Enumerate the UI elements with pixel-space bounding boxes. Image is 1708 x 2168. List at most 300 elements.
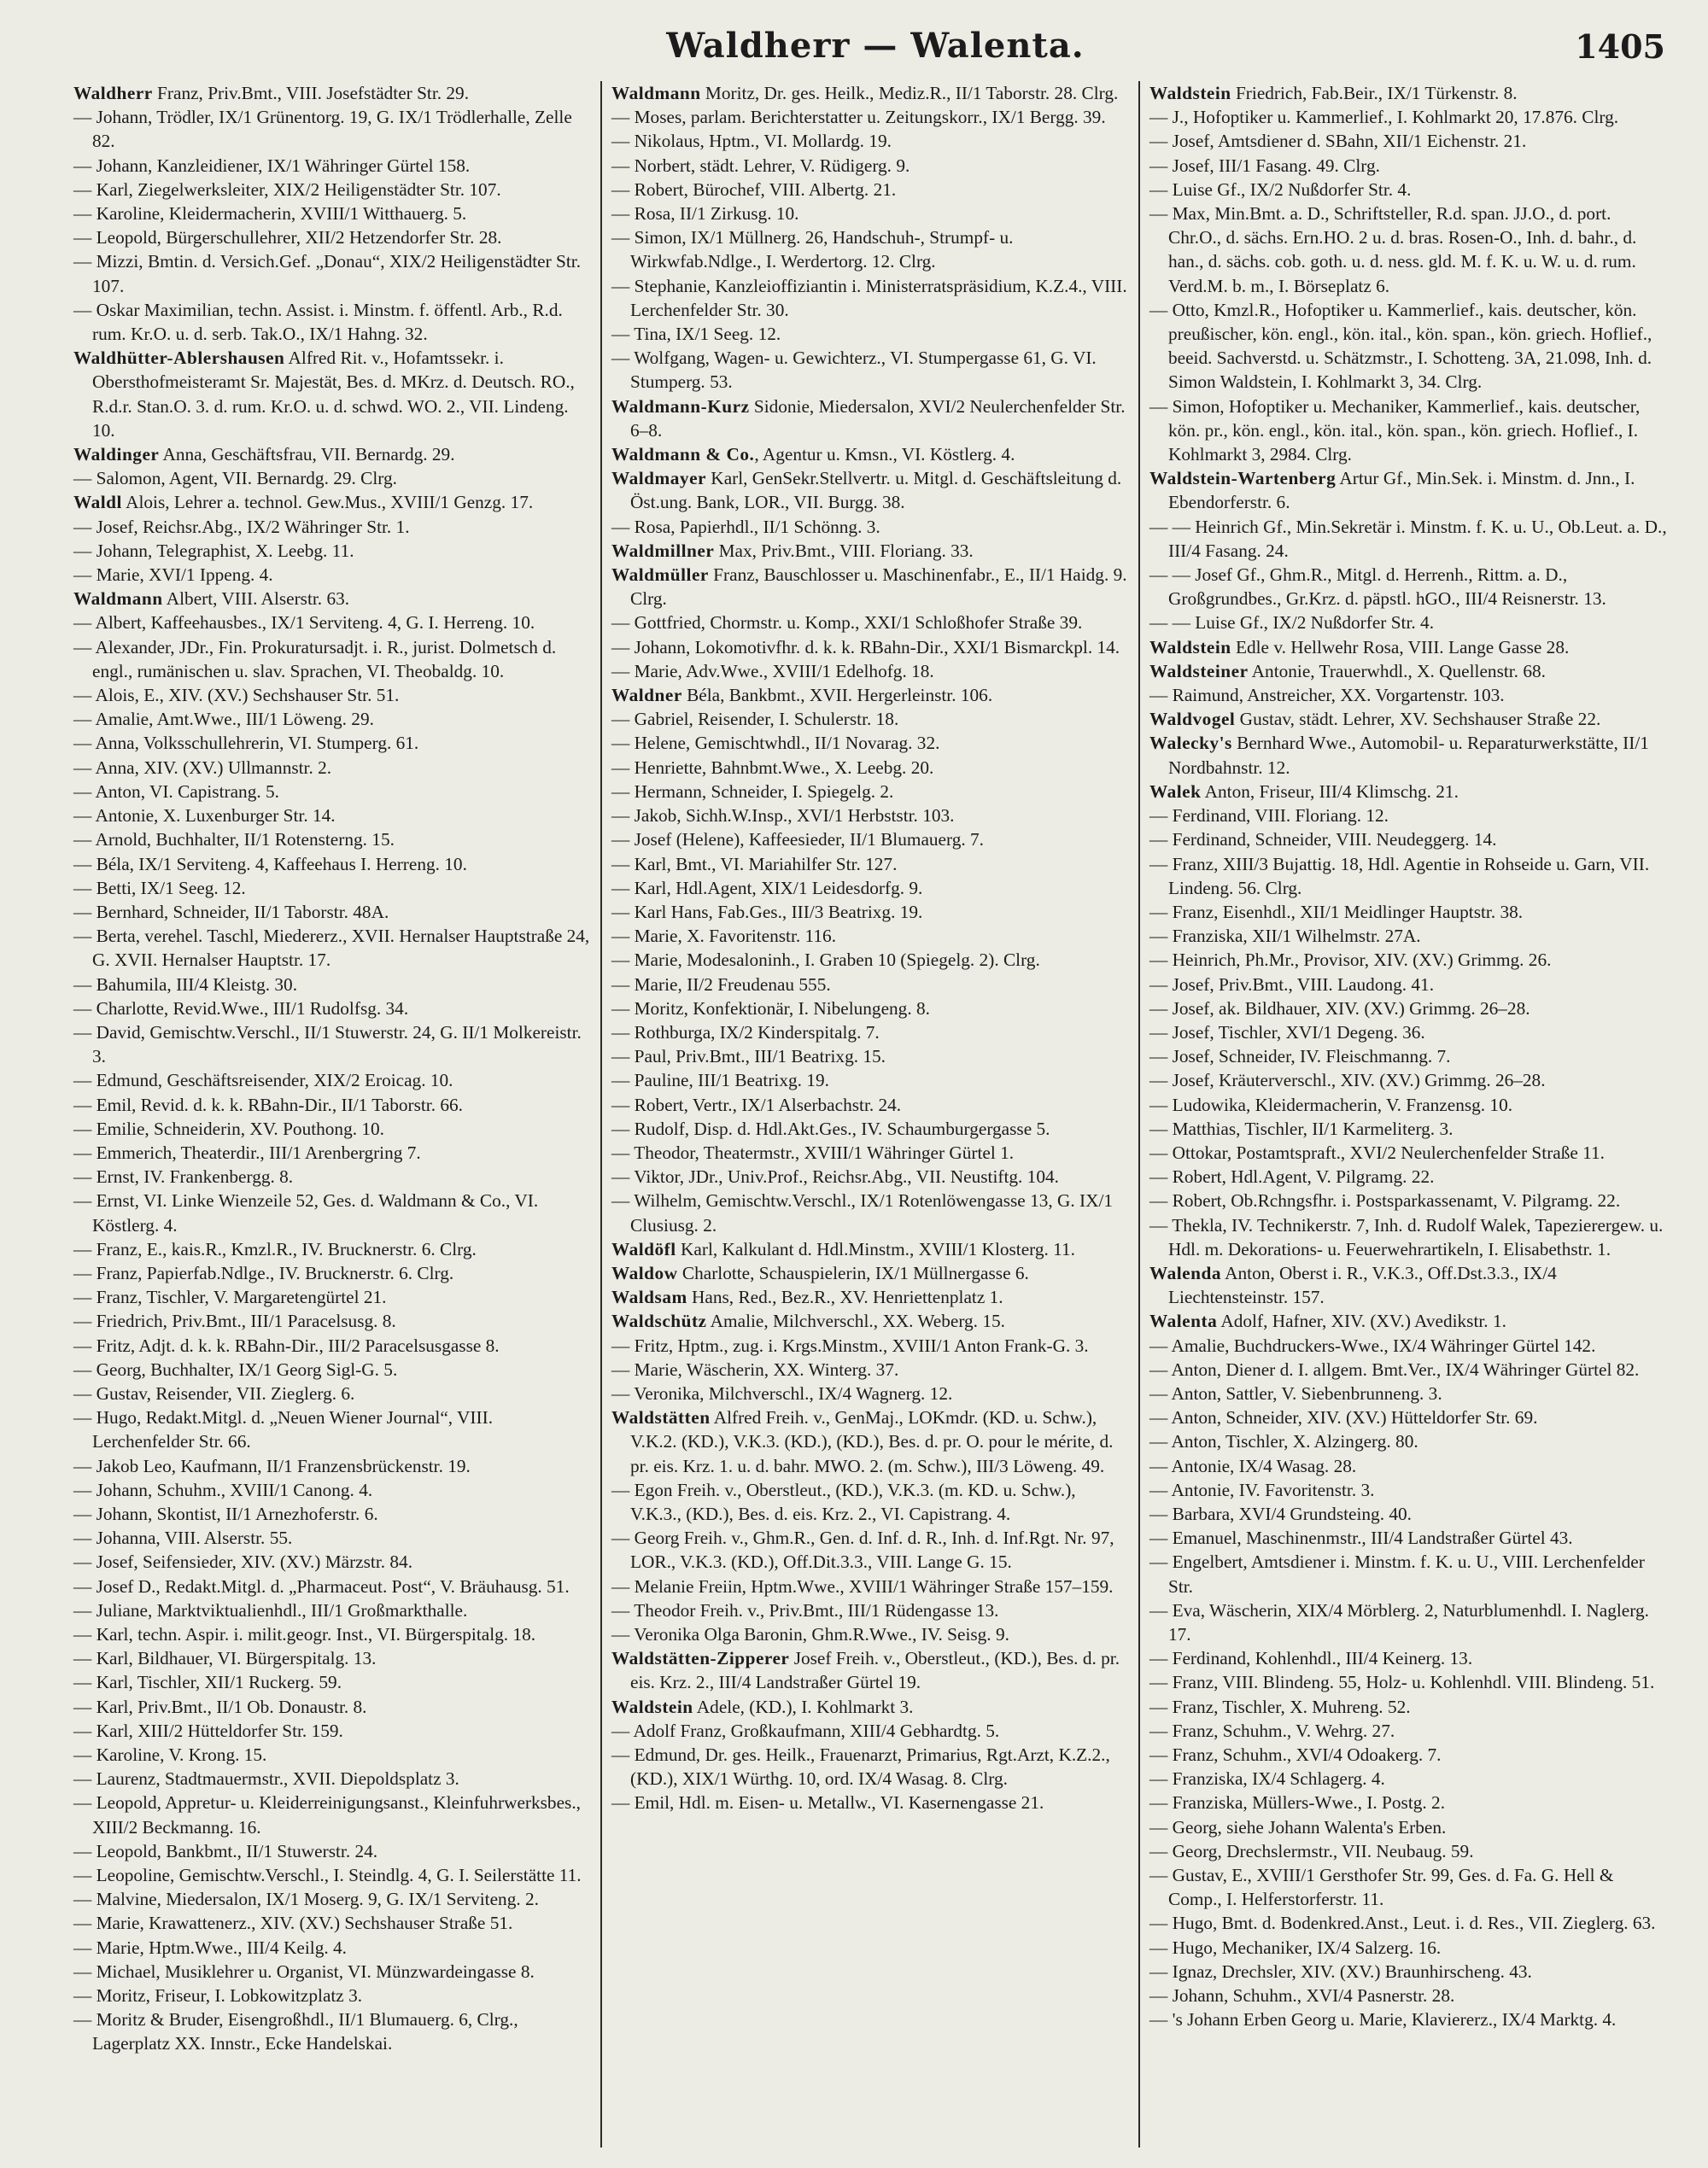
directory-entry bbox=[611, 611, 1129, 634]
directory-entry bbox=[1149, 1695, 1667, 1719]
entry-text: — Marie, Krawattenerz., XIV. (XV.) Sechshauser Straße 51. bbox=[73, 1913, 513, 1934]
directory-entry bbox=[73, 539, 591, 563]
page-header bbox=[77, 19, 1674, 70]
entry-text: — Adolf Franz, Großkaufmann, XIII/4 Gebhardtg. 5. bbox=[611, 1720, 1000, 1741]
entry-text: — Amalie, Buchdruckers-Wwe., IX/4 Währinger Gürtel 142. bbox=[1149, 1335, 1596, 1356]
entry-text: — Anton, Sattler, V. Siebenbrunneng. 3. bbox=[1149, 1382, 1442, 1404]
entry-text: — Juliane, Marktviktualienhdl., III/1 Großmarkthalle. bbox=[73, 1599, 468, 1621]
entry-text: Alfred Rit. v., Hofamtssekr. i. Obersthofmeisteramt Sr. Majestät, Bes. d. MKrz. d. Deutsch. RO., R.d.r. Stan.O. 3. d. rum. Kr.O. u. d. schwd. WO. 2., VII. Lindeng. 10. bbox=[92, 348, 575, 441]
directory-entry bbox=[73, 1960, 591, 1984]
entry-text: — Theodor Freih. v., Priv.Bmt., III/1 Rüdengasse 13. bbox=[611, 1599, 999, 1621]
entry-text: Anton, Friseur, III/4 Klimschg. 21. bbox=[1201, 780, 1459, 802]
entry-text: — Mizzi, Bmtin. d. Versich.Gef. „Donau“, XIX/2 Heiligenstädter Str. 107. bbox=[73, 251, 582, 296]
directory-entry bbox=[73, 1237, 591, 1261]
directory-entry bbox=[611, 202, 1129, 225]
entry-text: — Johanna, VIII. Alserstr. 55. bbox=[73, 1528, 293, 1549]
entry-text: — Nikolaus, Hptm., VI. Mollardg. 19. bbox=[611, 131, 892, 152]
entry-surname: Waldstein bbox=[1149, 636, 1231, 657]
directory-entry bbox=[611, 1261, 1129, 1285]
entry-text: — Robert, Hdl.Agent, V. Pilgramg. 22. bbox=[1149, 1166, 1435, 1188]
directory-entry bbox=[611, 707, 1129, 731]
directory-entry bbox=[611, 973, 1129, 996]
entry-text: Adele, (KD.), I. Kohlmarkt 3. bbox=[693, 1696, 914, 1717]
directory-entry bbox=[611, 924, 1129, 948]
directory-entry bbox=[1149, 1093, 1667, 1117]
directory-entry bbox=[73, 1911, 591, 1935]
directory-entry bbox=[1149, 1117, 1667, 1141]
directory-entry bbox=[611, 442, 1129, 466]
entry-text: — Karl, Bmt., VI. Mariahilfer Str. 127. bbox=[611, 853, 898, 874]
directory-entry bbox=[611, 852, 1129, 876]
directory-entry bbox=[73, 1285, 591, 1309]
entry-text: — Engelbert, Amtsdiener i. Minstm. f. K. u. U., VIII. Lerchenfelder Str. bbox=[1149, 1551, 1645, 1597]
entry-text: — Anna, Volksschullehrerin, VI. Stumperg. 61. bbox=[73, 733, 419, 754]
entry-text: — Franz, E., kais.R., Kmzl.R., IV. Brucknerstr. 6. Clrg. bbox=[73, 1238, 477, 1259]
directory-entry bbox=[611, 635, 1129, 659]
divider-line bbox=[1138, 81, 1140, 2148]
directory-entry bbox=[611, 154, 1129, 178]
entry-text: Karl, GenSekr.Stellvertr. u. Mitgl. d. Geschäftsleitung d. Öst.ung. Bank, LOR., VII. Burgg. 38. bbox=[630, 468, 1122, 513]
directory-entry bbox=[611, 1117, 1129, 1141]
entry-text: — Johann, Kanzleidiener, IX/1 Währinger Gürtel 158. bbox=[73, 155, 471, 176]
entry-text: — Paul, Priv.Bmt., III/1 Beatrixg. 15. bbox=[611, 1046, 886, 1067]
entry-text: — Max, Min.Bmt. a. D., Schriftsteller, R.d. span. JJ.O., d. port. Chr.O., d. sächs. Ern.HO. 2 u. d. bras. Rosen-O., Inh. d. bahr., d. han., d. sächs. cob. goth. u. d. ness. gld. M. f. K. u. W. u. d. rum. Verd.M. b. m., I. Börseplatz 6. bbox=[1149, 203, 1637, 296]
entry-text: — Melanie Freiin, Hptm.Wwe., XVIII/1 Währinger Straße 157–159. bbox=[611, 1575, 1114, 1597]
entry-text: — Josef (Helene), Kaffeesieder, II/1 Blumauerg. 7. bbox=[611, 829, 984, 850]
entry-text: — Moritz & Bruder, Eisengroßhdl., II/1 Blumauerg. 6, Clrg., Lagerplatz XX. Innstr., Ecke Handelskai. bbox=[73, 2009, 518, 2054]
entry-surname: Waldöfl bbox=[611, 1238, 676, 1259]
entry-text: — Gustav, Reisender, VII. Zieglerg. 6. bbox=[73, 1382, 355, 1404]
directory-entry bbox=[611, 394, 1129, 442]
entry-text: — Johann, Trödler, IX/1 Grünentorg. 19, G. IX/1 Trödlerhalle, Zelle 82. bbox=[73, 107, 572, 152]
entry-text: Amalie, Milchverschl., XX. Weberg. 15. bbox=[706, 1311, 1005, 1332]
entry-text: — Rosa, Papierhdl., II/1 Schönng. 3. bbox=[611, 516, 880, 537]
directory-entry bbox=[1149, 2007, 1667, 2031]
entry-text: — Heinrich, Ph.Mr., Provisor, XIV. (XV.) Grimmg. 26. bbox=[1149, 950, 1552, 971]
entry-text: — Moritz, Konfektionär, I. Nibelungeng. 8. bbox=[611, 997, 930, 1019]
directory-entry bbox=[73, 105, 591, 153]
entry-text: — Franz, VIII. Blindeng. 55, Holz- u. Kohlenhdl. VIII. Blindeng. 51. bbox=[1149, 1672, 1655, 1693]
entry-text: — Ernst, IV. Frankenbergg. 8. bbox=[73, 1166, 294, 1188]
entry-text: — Ottokar, Postamtspraft., XVI/2 Neulerchenfelder Straße 11. bbox=[1149, 1142, 1605, 1163]
entry-text: Friedrich, Fab.Beir., IX/1 Türkenstr. 8. bbox=[1231, 83, 1518, 103]
directory-entry bbox=[1149, 178, 1667, 202]
directory-entry bbox=[1149, 1743, 1667, 1767]
directory-entry bbox=[1149, 1839, 1667, 1863]
entry-surname: Waldstätten bbox=[611, 1407, 711, 1429]
directory-entry bbox=[611, 178, 1129, 202]
directory-entry bbox=[611, 225, 1129, 273]
directory-entry bbox=[1149, 1429, 1667, 1453]
directory-entry bbox=[1149, 298, 1667, 394]
entry-text: — Béla, IX/1 Serviteng. 4, Kaffeehaus I. Herreng. 10. bbox=[73, 853, 467, 874]
directory-entry bbox=[73, 1575, 591, 1598]
entry-text: — Friedrich, Priv.Bmt., III/1 Paracelsusg. 8. bbox=[73, 1311, 396, 1332]
directory-entry bbox=[611, 1068, 1129, 1092]
directory-entry bbox=[611, 129, 1129, 153]
entry-text: — Anna, XIV. (XV.) Ullmannstr. 2. bbox=[73, 757, 332, 778]
entry-text: — Henriette, Bahnbmt.Wwe., X. Leebg. 20. bbox=[611, 757, 934, 778]
entry-text: — Emil, Revid. d. k. k. RBahn-Dir., II/1 Taborstr. 66. bbox=[73, 1094, 463, 1115]
entry-text: — Veronika, Milchverschl., IX/4 Wagnerg. 12. bbox=[611, 1382, 953, 1404]
directory-entry bbox=[1149, 1189, 1667, 1213]
entry-surname: Waldmillner bbox=[611, 540, 715, 561]
directory-entry bbox=[611, 105, 1129, 129]
directory-entry bbox=[611, 274, 1129, 322]
directory-entry bbox=[1149, 1815, 1667, 1839]
entry-text: — Rudolf, Disp. d. Hdl.Akt.Ges., IV. Schaumburgergasse 5. bbox=[611, 1118, 1050, 1139]
entry-text: — Emanuel, Maschinenmstr., III/4 Landstraßer Gürtel 43. bbox=[1149, 1528, 1573, 1549]
directory-entry bbox=[611, 900, 1129, 924]
directory-entry bbox=[611, 1189, 1129, 1236]
directory-entry bbox=[611, 322, 1129, 346]
columns-container bbox=[68, 81, 1682, 2148]
entry-surname: Waldmann bbox=[611, 83, 701, 103]
directory-entry bbox=[1149, 1719, 1667, 1743]
entry-surname: Waldmüller bbox=[611, 564, 709, 586]
directory-entry bbox=[73, 1984, 591, 2007]
entry-text: — Emil, Hdl. m. Eisen- u. Metallw., VI. Kasernengasse 21. bbox=[611, 1792, 1044, 1814]
directory-entry bbox=[611, 1044, 1129, 1068]
entry-surname: Waldstätten-Zipperer bbox=[611, 1648, 790, 1669]
directory-entry bbox=[1149, 1767, 1667, 1791]
directory-entry bbox=[73, 202, 591, 225]
entry-text: — Jakob Leo, Kaufmann, II/1 Franzensbrückenstr. 19. bbox=[73, 1455, 471, 1476]
directory-entry bbox=[73, 756, 591, 780]
directory-entry bbox=[1149, 635, 1667, 659]
entry-surname: Waldherr bbox=[73, 83, 153, 103]
entry-text: — Laurenz, Stadtmauermstr., XVII. Diepoldsplatz 3. bbox=[73, 1768, 459, 1790]
entry-text: — Moses, parlam. Berichterstatter u. Zeitungskorr., IX/1 Bergg. 39. bbox=[611, 107, 1106, 128]
directory-entry bbox=[73, 1767, 591, 1791]
entry-text: — Antonie, IX/4 Wasag. 28. bbox=[1149, 1455, 1357, 1476]
entry-text: Max, Priv.Bmt., VIII. Floriang. 33. bbox=[714, 540, 974, 561]
directory-entry bbox=[611, 876, 1129, 900]
directory-entry bbox=[1149, 852, 1667, 900]
directory-entry bbox=[611, 1309, 1129, 1333]
entry-text: — Stephanie, Kanzleioffiziantin i. Ministerratspräsidium, K.Z.4., VIII. Lerchenfelder Str. 30. bbox=[611, 275, 1127, 320]
entry-text: — Marie, Wäscherin, XX. Winterg. 37. bbox=[611, 1359, 899, 1380]
directory-entry bbox=[1149, 659, 1667, 683]
directory-entry bbox=[73, 1141, 591, 1165]
entry-text: — Marie, X. Favoritenstr. 116. bbox=[611, 926, 837, 947]
directory-entry bbox=[1149, 394, 1667, 467]
entry-text: — Anton, VI. Capistrang. 5. bbox=[73, 780, 279, 802]
directory-entry bbox=[73, 996, 591, 1020]
directory-entry bbox=[73, 178, 591, 202]
entry-text: — Salomon, Agent, VII. Bernardg. 29. Clrg. bbox=[73, 468, 397, 489]
entry-text: — Hugo, Redakt.Mitgl. d. „Neuen Wiener Journal“, VIII. Lerchenfelder Str. 66. bbox=[73, 1407, 494, 1452]
entry-text: Béla, Bankbmt., XVII. Hergerleinstr. 106. bbox=[681, 685, 993, 706]
directory-entry bbox=[73, 973, 591, 996]
directory-entry bbox=[611, 1334, 1129, 1358]
directory-entry bbox=[1149, 1984, 1667, 2007]
directory-entry bbox=[1149, 900, 1667, 924]
entry-text: — Josef, ak. Bildhauer, XIV. (XV.) Grimmg. 26–28. bbox=[1149, 997, 1530, 1019]
directory-entry bbox=[611, 1622, 1129, 1646]
directory-entry bbox=[611, 515, 1129, 539]
entry-surname: Waldmann & Co. bbox=[611, 444, 755, 465]
directory-entry bbox=[73, 1478, 591, 1502]
entry-text: — Tina, IX/1 Seeg. 12. bbox=[611, 324, 781, 345]
directory-entry bbox=[611, 1719, 1129, 1743]
directory-entry bbox=[73, 1646, 591, 1670]
entry-surname: Waldschütz bbox=[611, 1311, 707, 1332]
entry-text: Franz, Bauschlosser u. Maschinenfabr., E., II/1 Haidg. 9. Clrg. bbox=[630, 564, 1127, 610]
entry-text: Josef Freih. v., Oberstleut., (KD.), Bes. d. pr. eis. Krz. 2., III/4 Landstraßer Gürtel 19. bbox=[630, 1648, 1120, 1693]
entry-text: — Georg, Buchhalter, IX/1 Georg Sigl-G. 5. bbox=[73, 1359, 398, 1380]
directory-entry bbox=[1149, 1405, 1667, 1429]
entry-text: — Barbara, XVI/4 Grundsteing. 40. bbox=[1149, 1503, 1412, 1524]
entry-text: — Josef, Kräuterverschl., XIV. (XV.) Grimmg. 26–28. bbox=[1149, 1070, 1546, 1091]
entry-text: — David, Gemischtw.Verschl., II/1 Stuwerstr. 24, G. II/1 Molkereistr. 3. bbox=[73, 1021, 582, 1067]
entry-text: — Franziska, Müllers-Wwe., I. Postg. 2. bbox=[1149, 1792, 1446, 1814]
directory-entry bbox=[611, 466, 1129, 514]
entry-surname: Waldsteiner bbox=[1149, 660, 1249, 681]
directory-entry bbox=[1149, 1598, 1667, 1646]
column-left bbox=[68, 81, 596, 2148]
directory-entry bbox=[611, 1141, 1129, 1165]
entry-text: — Robert, Ob.Rchngsfhr. i. Postsparkassenamt, V. Pilgramg. 22. bbox=[1149, 1190, 1621, 1212]
entry-text: Bernhard Wwe., Automobil- u. Reparaturwerkstätte, II/1 Nordbahnstr. 12. bbox=[1168, 733, 1649, 778]
entry-text: — Josef, Amtsdiener d. SBahn, XII/1 Eichenstr. 21. bbox=[1149, 131, 1527, 152]
entry-text: — Emilie, Schneiderin, XV. Pouthong. 10. bbox=[73, 1118, 385, 1139]
directory-entry bbox=[1149, 611, 1667, 634]
directory-entry bbox=[611, 659, 1129, 683]
entry-text: — Karl, Tischler, XII/1 Ruckerg. 59. bbox=[73, 1672, 342, 1693]
directory-entry bbox=[73, 1261, 591, 1285]
column-right bbox=[1144, 81, 1672, 2148]
directory-entry bbox=[611, 1575, 1129, 1598]
directory-entry bbox=[1149, 515, 1667, 563]
entry-text: — Moritz, Friseur, I. Lobkowitzplatz 3. bbox=[73, 1985, 363, 2007]
directory-entry bbox=[1149, 707, 1667, 731]
entry-text: — Josef, Seifensieder, XIV. (XV.) Märzstr. 84. bbox=[73, 1551, 413, 1573]
entry-text: — — Luise Gf., IX/2 Nußdorfer Str. 4. bbox=[1149, 612, 1435, 634]
entry-text: — Alois, E., XIV. (XV.) Sechshauser Str. 51. bbox=[73, 685, 400, 706]
directory-entry bbox=[1149, 154, 1667, 178]
directory-entry bbox=[73, 1719, 591, 1743]
entry-text: — Leopold, Appretur- u. Kleiderreinigungsanst., Kleinfuhrwerksbes., XIII/2 Beckmanng. 16. bbox=[73, 1792, 581, 1838]
entry-text: — Karoline, V. Krong. 15. bbox=[73, 1744, 267, 1766]
entry-surname: Waldow bbox=[611, 1262, 678, 1283]
entry-text: — Hugo, Mechaniker, IX/4 Salzerg. 16. bbox=[1149, 1937, 1442, 1958]
directory-entry bbox=[73, 466, 591, 490]
entry-text: — Karl, Priv.Bmt., II/1 Ob. Donaustr. 8. bbox=[73, 1696, 367, 1717]
entry-text: Charlotte, Schauspielerin, IX/1 Müllnergasse 6. bbox=[677, 1262, 1029, 1283]
directory-entry bbox=[1149, 948, 1667, 972]
entry-text: — Eva, Wäscherin, XIX/4 Mörblerg. 2, Naturblumenhdl. I. Naglerg. 17. bbox=[1149, 1599, 1649, 1645]
directory-entry bbox=[1149, 1863, 1667, 1911]
entry-text: — Josef, Priv.Bmt., VIII. Laudong. 41. bbox=[1149, 973, 1435, 995]
entry-surname: Waldstein bbox=[1149, 83, 1231, 103]
directory-entry bbox=[1149, 1454, 1667, 1478]
entry-surname: Waldsam bbox=[611, 1287, 687, 1308]
entry-text: — Leopold, Bürgerschullehrer, XII/2 Hetzendorfer Str. 28. bbox=[73, 227, 502, 248]
entry-text: — Johann, Telegraphist, X. Leebg. 11. bbox=[73, 540, 354, 561]
directory-entry bbox=[611, 1695, 1129, 1719]
directory-entry bbox=[1149, 780, 1667, 804]
directory-entry bbox=[73, 900, 591, 924]
entry-surname: Waldhütter-Ablershausen bbox=[73, 348, 285, 369]
entry-text: — Marie, II/2 Freudenau 555. bbox=[611, 973, 831, 995]
directory-entry bbox=[73, 515, 591, 539]
directory-entry bbox=[73, 1598, 591, 1622]
entry-text: — Theodor, Theatermstr., XVIII/1 Währinger Gürtel 1. bbox=[611, 1142, 1015, 1163]
entry-text: Moritz, Dr. ges. Heilk., Mediz.R., II/1 Taborstr. 28. Clrg. bbox=[700, 83, 1119, 103]
directory-entry bbox=[73, 1020, 591, 1068]
entry-text: — Franz, Papierfab.Ndlge., IV. Brucknerstr. 6. Clrg. bbox=[73, 1262, 454, 1283]
entry-text: — Pauline, III/1 Beatrixg. 19. bbox=[611, 1070, 829, 1091]
directory-entry bbox=[611, 81, 1129, 105]
entry-text: — Robert, Bürochef, VIII. Albertg. 21. bbox=[611, 178, 897, 200]
entry-text: — Rosa, II/1 Zirkusg. 10. bbox=[611, 203, 799, 225]
page-title: Waldherr — Walenta. bbox=[666, 26, 1085, 66]
directory-entry bbox=[611, 683, 1129, 707]
entry-text: — Ferdinand, Kohlenhdl., III/4 Keinerg. 13. bbox=[1149, 1648, 1473, 1669]
entry-text: — Norbert, städt. Lehrer, V. Rüdigerg. 9. bbox=[611, 155, 910, 176]
entry-text: — Ferdinand, VIII. Floriang. 12. bbox=[1149, 805, 1389, 827]
entry-text: — J., Hofoptiker u. Kammerlief., I. Kohlmarkt 20, 17.876. Clrg. bbox=[1149, 107, 1619, 128]
entry-text: — Franz, Schuhm., XVI/4 Odoakerg. 7. bbox=[1149, 1744, 1442, 1766]
directory-entry bbox=[73, 1670, 591, 1694]
entry-text: — Bernhard, Schneider, II/1 Taborstr. 48A. bbox=[73, 901, 389, 922]
directory-entry bbox=[1149, 1550, 1667, 1598]
directory-entry bbox=[611, 1598, 1129, 1622]
entry-surname: Waldmann-Kurz bbox=[611, 395, 750, 417]
directory-entry bbox=[1149, 1020, 1667, 1044]
entry-text: — Edmund, Geschäftsreisender, XIX/2 Eroicag. 10. bbox=[73, 1070, 453, 1091]
directory-entry bbox=[1149, 1526, 1667, 1550]
entry-surname: Walecky's bbox=[1149, 733, 1232, 754]
entry-text: Franz, Priv.Bmt., VIII. Josefstädter Str. 29. bbox=[152, 83, 470, 103]
directory-entry bbox=[1149, 1068, 1667, 1092]
directory-entry bbox=[73, 1068, 591, 1092]
entry-text: — Karl Hans, Fab.Ges., III/3 Beatrixg. 19. bbox=[611, 901, 923, 922]
entry-text: — Luise Gf., IX/2 Nußdorfer Str. 4. bbox=[1149, 178, 1412, 200]
directory-entry bbox=[611, 1526, 1129, 1574]
entry-text: — Albert, Kaffeehausbes., IX/1 Serviteng. 4, G. I. Herreng. 10. bbox=[73, 612, 535, 634]
entry-text: — 's Johann Erben Georg u. Marie, Klaviererz., IX/4 Marktg. 4. bbox=[1149, 2009, 1617, 2031]
entry-text: — Simon, Hofoptiker u. Mechaniker, Kammerlief., kais. deutscher, kön. pr., kön. engl., kön. ital., kön. span., kön. griech. Hoflief., I. Kohlmarkt 3, 2984. Clrg. bbox=[1149, 395, 1641, 465]
directory-entry bbox=[611, 1646, 1129, 1694]
entry-text: — Charlotte, Revid.Wwe., III/1 Rudolfsg. 34. bbox=[73, 997, 409, 1019]
entry-text: Anna, Geschäftsfrau, VII. Bernardg. 29. bbox=[159, 444, 455, 465]
entry-text: — Jakob, Sichh.W.Insp., XVI/1 Herbststr. 103. bbox=[611, 805, 955, 827]
entry-text: — — Josef Gf., Ghm.R., Mitgl. d. Herrenh., Rittm. a. D., Großgrundbes., Gr.Krz. d. päpstl. hGO., III/4 Reisnerstr. 13. bbox=[1149, 564, 1606, 610]
directory-entry bbox=[73, 1165, 591, 1189]
directory-entry bbox=[73, 827, 591, 851]
entry-text: — Anton, Diener d. I. allgem. Bmt.Ver., IX/4 Währinger Gürtel 82. bbox=[1149, 1359, 1640, 1380]
entry-text: — Franz, Tischler, V. Margaretengürtel 21. bbox=[73, 1287, 387, 1308]
directory-entry bbox=[73, 924, 591, 972]
entry-text: — Johann, Skontist, II/1 Arnezhoferstr. 6. bbox=[73, 1503, 378, 1524]
entry-text: — Betti, IX/1 Seeg. 12. bbox=[73, 877, 246, 898]
entry-text: — Josef D., Redakt.Mitgl. d. „Pharmaceut. Post“, V. Bräuhausg. 51. bbox=[73, 1575, 570, 1597]
directory-entry bbox=[1149, 1791, 1667, 1814]
entry-text: Edle v. Hellwehr Rosa, VIII. Lange Gasse 28. bbox=[1231, 636, 1570, 657]
entry-text: Artur Gf., Min.Sek. i. Minstm. d. Jnn., I. Ebendorferstr. 6. bbox=[1168, 468, 1635, 513]
directory-entry bbox=[73, 1309, 591, 1333]
entry-text: — Fritz, Hptm., zug. i. Krgs.Minstm., XVIII/1 Anton Frank-G. 3. bbox=[611, 1335, 1089, 1356]
directory-entry bbox=[1149, 1502, 1667, 1526]
entry-text: — Oskar Maximilian, techn. Assist. i. Minstm. f. öffentl. Arb., R.d. rum. Kr.O. u. d. serb. Tak.O., IX/1 Hahng. 32. bbox=[73, 299, 563, 345]
entry-text: — Karl, Ziegelwerksleiter, XIX/2 Heiligenstädter Str. 107. bbox=[73, 178, 501, 200]
directory-entry bbox=[73, 1743, 591, 1767]
entry-text: — Otto, Kmzl.R., Hofoptiker u. Kammerlief., kais. deutscher, kön. preußischer, kön. engl., kön. ital., kön. span., kön. griech. Hoflief., beeid. Sachverstd. u. Schätzmstr., I. Schotteng. 3A, 21.098, Inh. d. Simon Waldstein, I. Kohlmarkt 3, 34. Clrg. bbox=[1149, 299, 1652, 393]
directory-entry bbox=[73, 1839, 591, 1863]
directory-entry bbox=[73, 81, 591, 105]
entry-text: — Antonie, X. Luxenburger Str. 14. bbox=[73, 805, 336, 827]
directory-entry bbox=[611, 780, 1129, 804]
entry-text: — Malvine, Miedersalon, IX/1 Moserg. 9, G. IX/1 Serviteng. 2. bbox=[73, 1889, 539, 1910]
directory-entry bbox=[1149, 105, 1667, 129]
directory-entry bbox=[73, 442, 591, 466]
entry-surname: Waldstein-Wartenberg bbox=[1149, 468, 1337, 489]
entry-text: — — Heinrich Gf., Min.Sekretär i. Minstm. f. K. u. U., Ob.Leut. a. D., III/4 Fasang. 24. bbox=[1149, 516, 1667, 561]
entry-text: — Gabriel, Reisender, I. Schulerstr. 18. bbox=[611, 709, 899, 730]
entry-text: — Franziska, IX/4 Schlagerg. 4. bbox=[1149, 1768, 1385, 1790]
entry-text: — Franziska, XII/1 Wilhelmstr. 27A. bbox=[1149, 926, 1421, 947]
entry-text: Adolf, Hafner, XIV. (XV.) Avedikstr. 1. bbox=[1217, 1311, 1506, 1332]
column-divider bbox=[596, 81, 606, 2148]
directory-entry bbox=[73, 1117, 591, 1141]
directory-entry bbox=[1149, 1044, 1667, 1068]
directory-entry bbox=[1149, 924, 1667, 948]
entry-text: — Josef, Reichsr.Abg., IX/2 Währinger Str. 1. bbox=[73, 516, 410, 537]
entry-text: — Marie, Adv.Wwe., XVIII/1 Edelhofg. 18. bbox=[611, 660, 934, 681]
entry-text: Alois, Lehrer a. technol. Gew.Mus., XVIII/1 Genzg. 17. bbox=[121, 492, 534, 513]
directory-entry bbox=[1149, 1261, 1667, 1309]
entry-text: — Raimund, Anstreicher, XX. Vorgartenstr. 103. bbox=[1149, 685, 1505, 706]
entry-surname: Walenda bbox=[1149, 1262, 1221, 1283]
directory-entry bbox=[1149, 563, 1667, 611]
entry-surname: Waldmayer bbox=[611, 468, 706, 489]
entry-text: — Gustav, E., XVIII/1 Gersthofer Str. 99, Ges. d. Fa. G. Hell & Comp., I. Helferstorferstr. 11. bbox=[1149, 1865, 1614, 1910]
entry-text: — Georg, siehe Johann Walenta's Erben. bbox=[1149, 1816, 1447, 1838]
directory-entry bbox=[73, 1791, 591, 1838]
entry-text: — Viktor, JDr., Univ.Prof., Reichsr.Abg., VII. Neustiftg. 104. bbox=[611, 1166, 1059, 1188]
entry-text: — Edmund, Dr. ges. Heilk., Frauenarzt, Primarius, Rgt.Arzt, K.Z.2., (KD.), XIX/1 Würthg. 10, ord. IX/4 Wasag. 8. Clrg. bbox=[611, 1744, 1110, 1790]
directory-entry bbox=[1149, 1213, 1667, 1261]
directory-entry bbox=[1149, 1646, 1667, 1670]
directory-entry bbox=[1149, 1936, 1667, 1960]
directory-entry bbox=[611, 1165, 1129, 1189]
entry-text: — Josef, Schneider, IV. Fleischmanng. 7. bbox=[1149, 1046, 1451, 1067]
entry-text: — Ernst, VI. Linke Wienzeile 52, Ges. d. Waldmann & Co., VI. Köstlerg. 4. bbox=[73, 1190, 539, 1236]
entry-surname: Waldvogel bbox=[1149, 709, 1236, 730]
directory-entry bbox=[73, 1189, 591, 1236]
directory-entry bbox=[1149, 129, 1667, 153]
entry-text: Gustav, städt. Lehrer, XV. Sechshauser Straße 22. bbox=[1235, 709, 1601, 730]
entry-surname: Waldinger bbox=[73, 444, 160, 465]
entry-text: — Franz, Tischler, X. Muhreng. 52. bbox=[1149, 1696, 1411, 1717]
directory-entry bbox=[73, 1863, 591, 1887]
directory-entry bbox=[611, 756, 1129, 780]
directory-entry bbox=[611, 1237, 1129, 1261]
entry-text: — Hugo, Bmt. d. Bodenkred.Anst., Leut. i. d. Res., VII. Zieglerg. 63. bbox=[1149, 1913, 1656, 1934]
directory-entry bbox=[1149, 973, 1667, 996]
entry-text: — Franz, Eisenhdl., XII/1 Meidlinger Hauptstr. 38. bbox=[1149, 901, 1524, 922]
entry-text: — Amalie, Amt.Wwe., III/1 Löweng. 29. bbox=[73, 709, 374, 730]
entry-text: — Georg Freih. v., Ghm.R., Gen. d. Inf. d. R., Inh. d. Inf.Rgt. Nr. 97, LOR., V.K.3. (KD.), Off.Dit.3.3., VIII. Lange G. 15. bbox=[611, 1528, 1114, 1573]
directory-entry bbox=[73, 154, 591, 178]
directory-entry bbox=[1149, 466, 1667, 514]
entry-text: — Egon Freih. v., Oberstleut., (KD.), V.K.3. (m. KD. u. Schw.), V.K.3., (KD.), Bes. d. eis. Krz. 2., VI. Capistrang. 4. bbox=[611, 1479, 1076, 1524]
entry-text: Anton, Oberst i. R., V.K.3., Off.Dst.3.3., IX/4 Liechtensteinstr. 157. bbox=[1168, 1262, 1557, 1308]
directory-entry bbox=[1149, 996, 1667, 1020]
column-divider bbox=[1134, 81, 1144, 2148]
